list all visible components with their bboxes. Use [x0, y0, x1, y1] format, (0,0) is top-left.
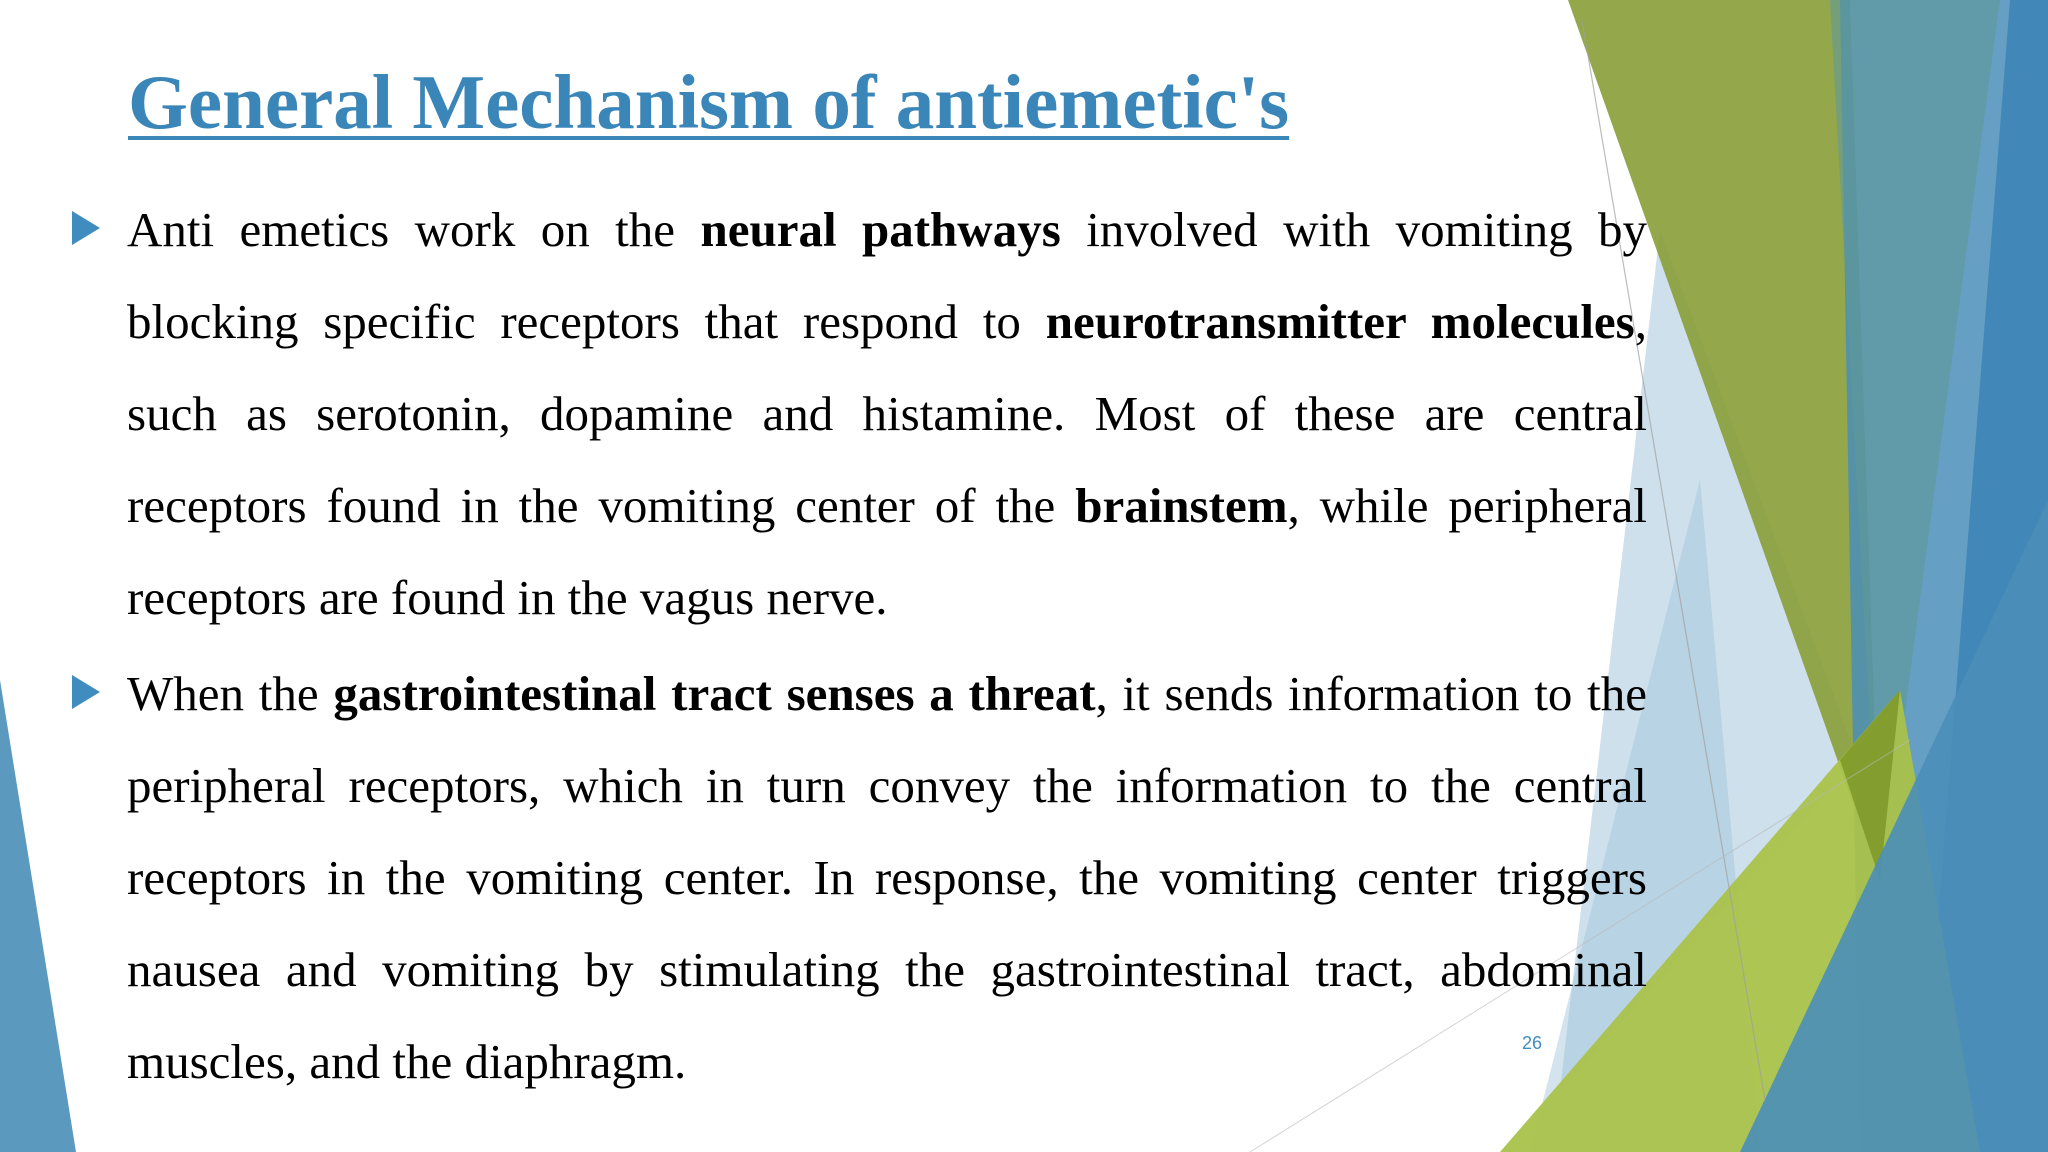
bullet-item: [127, 648, 1647, 1108]
slide-title: General Mechanism of antiemetic's: [128, 59, 1290, 145]
text-segment: When the: [127, 666, 334, 721]
triangle-bullet-icon: [72, 675, 100, 709]
bold-segment: neurotransmitter molecules: [1045, 294, 1635, 349]
text-segment: involved with vomiting by blocking specific receptors that respond to: [127, 202, 1647, 349]
bullet-list: [127, 184, 1647, 1112]
bullet-text: [127, 648, 1647, 1108]
text-segment: , such as serotonin, dopamine and histamine. Most of these are central receptors found in the vomiting center of the: [127, 294, 1648, 533]
bold-segment: brainstem: [1075, 478, 1288, 533]
slide-number: 26: [1521, 1033, 1543, 1053]
left-blue-sliver: [0, 680, 76, 1152]
triangle-bullet-icon: [72, 211, 100, 245]
text-segment: , it sends information to the peripheral receptors, which in turn convey the information to the central receptors in the vomiting center. In response, the vomiting center triggers nausea and vomiting by stimulating the gastrointestinal tract, abdominal muscles, and the diaphragm.: [127, 666, 1647, 1089]
bullet-text: [127, 184, 1647, 644]
text-segment: , while peripheral receptors are found in the vagus nerve.: [127, 478, 1647, 625]
text-segment: Anti emetics work on the: [127, 202, 701, 257]
bold-segment: neural pathways: [700, 202, 1061, 257]
bold-segment: gastrointestinal tract senses a threat: [333, 666, 1096, 721]
bullet-item: [127, 184, 1647, 644]
